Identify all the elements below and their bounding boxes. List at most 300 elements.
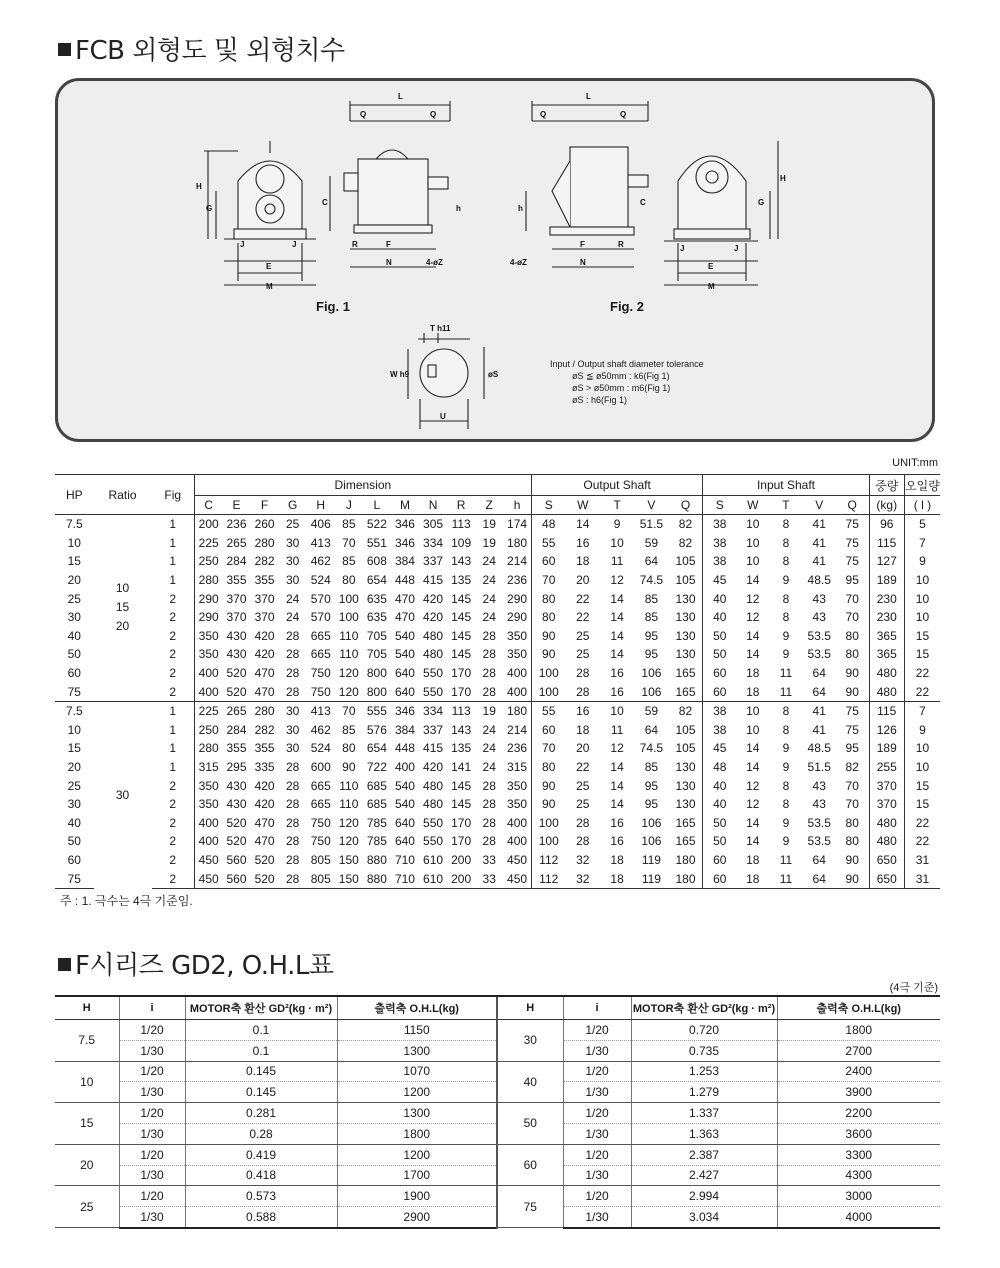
table-cell: 576 [366, 722, 387, 737]
table-cell: 462 [310, 554, 331, 569]
shaft-tolerance-note [550, 358, 704, 406]
table-cell: 38 [703, 721, 736, 740]
table-cell: 18 [576, 554, 590, 569]
input-col-header: S [703, 496, 736, 515]
gd-cell: 1/30 [119, 1207, 185, 1228]
table-cell: 80 [531, 758, 565, 777]
table-cell: 145 [451, 778, 472, 793]
table-cell: 90 [836, 869, 869, 888]
gd-cell: 0.419 [185, 1144, 337, 1165]
table-cell: 170 [451, 834, 472, 849]
dim-col-header: G [279, 496, 307, 515]
gd-header-ohl-left: 출력축 O.H.L(kg) [337, 996, 497, 1020]
table-cell: 16 [610, 815, 624, 830]
table-cell: 40 [703, 608, 736, 627]
table-cell: 370 [226, 610, 247, 625]
tolerance-line-3: øS : h6(Fig 1) [572, 395, 628, 405]
table-cell: 30 [279, 701, 307, 720]
table-cell: 119 [641, 852, 661, 867]
table-cell: 355 [226, 573, 247, 588]
table-cell: 145 [451, 797, 472, 812]
table-cell: 28 [482, 815, 496, 830]
table-cell: 75 [845, 535, 859, 550]
dim-label-g: G [206, 204, 213, 213]
gd-cell: 3900 [777, 1082, 940, 1103]
table-row [55, 739, 940, 758]
dim-label-j2: J [292, 240, 297, 249]
table-cell: 28 [482, 797, 496, 812]
table-cell: 750 [310, 815, 331, 830]
gd-header-i-left: i [119, 996, 185, 1020]
table-cell: 38 [703, 515, 736, 534]
table-cell: 282 [254, 554, 275, 569]
table-cell: 130 [675, 610, 696, 625]
table-cell: 710 [394, 852, 415, 867]
dim-col-header: J [335, 496, 363, 515]
table-row [55, 814, 940, 833]
table-cell: 24 [482, 610, 496, 625]
table-cell: 40 [703, 776, 736, 795]
table-cell: 14 [746, 815, 760, 830]
table-cell: 18 [610, 852, 624, 867]
table-cell: 265 [226, 535, 247, 550]
table-cell: 110 [339, 628, 359, 643]
table-cell: 214 [507, 554, 528, 569]
table-cell: 430 [226, 628, 247, 643]
table-cell: 520 [226, 666, 247, 681]
table-cell: 85 [342, 722, 356, 737]
table-cell: 225 [194, 534, 222, 553]
table-cell: 18 [576, 722, 590, 737]
dim-label-q4: Q [620, 110, 627, 119]
table-cell: 85 [644, 591, 659, 606]
fig1-front-view [204, 141, 316, 285]
table-cell: 8 [782, 778, 790, 793]
table-cell: 70 [531, 571, 565, 590]
gd-cell: 2.994 [631, 1186, 777, 1207]
table-cell: 22 [904, 814, 940, 833]
header-dimension: Dimension [194, 475, 531, 496]
table-cell: 805 [310, 852, 331, 867]
input-col-header: Q [836, 496, 869, 515]
table-cell: 9 [782, 573, 790, 588]
table-cell: 28 [576, 684, 590, 699]
table-cell: 145 [451, 628, 472, 643]
fig-cell: 2 [152, 869, 195, 888]
dim-label-j3: J [680, 244, 685, 253]
fig2-side-view [526, 101, 648, 267]
table-cell: 180 [503, 701, 531, 720]
table-cell: 480 [423, 797, 444, 812]
table-cell: 53.5 [807, 815, 831, 830]
table-cell: 165 [675, 684, 696, 699]
table-row [55, 534, 940, 553]
table-cell: 24 [285, 591, 300, 606]
dimension-table [55, 474, 940, 889]
table-cell: 28 [279, 869, 307, 888]
square-bullet-icon [58, 958, 71, 971]
fig-cell: 2 [169, 628, 177, 643]
table-cell: 145 [451, 591, 472, 606]
table-cell: 470 [254, 684, 275, 699]
table-cell: 40 [703, 589, 736, 608]
table-cell: 31 [904, 869, 940, 888]
header-ratio: Ratio [94, 475, 152, 515]
table-cell: 750 [310, 684, 331, 699]
table-cell: 150 [335, 869, 363, 888]
table-cell: 350 [194, 776, 222, 795]
fig-cell: 1 [169, 554, 177, 569]
dim-label-w: W h9 [390, 370, 410, 379]
gd-cell: 2400 [777, 1061, 940, 1082]
gd-cell: 0.1 [185, 1020, 337, 1041]
table-cell: 105 [675, 554, 696, 569]
table-cell: 8 [782, 535, 790, 550]
gd-cell: 1800 [337, 1123, 497, 1144]
dim-label-e: E [266, 262, 272, 271]
gd-cell: 3.034 [631, 1207, 777, 1228]
table-cell: 710 [391, 869, 419, 888]
table-cell: 16 [610, 834, 624, 849]
gd-h-cell: 50 [497, 1103, 563, 1145]
table-cell: 80 [342, 741, 356, 756]
table-cell: 28 [285, 684, 300, 699]
table-row [55, 682, 940, 701]
table-cell: 9 [782, 815, 790, 830]
dim-col-header: F [251, 496, 279, 515]
table-cell: 70 [531, 739, 565, 758]
table-cell: 109 [451, 535, 472, 550]
oil-unit-header: ( l ) [904, 496, 940, 515]
gd-h-cell: 20 [55, 1144, 119, 1186]
table-cell: 28 [482, 666, 496, 681]
table-cell: 406 [310, 517, 331, 532]
table-cell: 141 [451, 760, 472, 775]
hp-cell: 7.5 [55, 701, 94, 720]
table-row [55, 515, 940, 534]
dim-label-c-2: C [640, 198, 646, 207]
table-cell: 96 [869, 515, 904, 534]
table-cell: 236 [507, 573, 528, 588]
fig-cell: 2 [169, 778, 177, 793]
table-row [55, 1061, 940, 1082]
table-cell: 334 [419, 701, 447, 720]
hp-cell: 15 [67, 554, 81, 569]
table-cell: 48.5 [807, 741, 831, 756]
table-cell: 14 [746, 760, 760, 775]
table-cell: 665 [310, 778, 331, 793]
table-cell: 180 [675, 852, 696, 867]
fig-cell: 1 [169, 722, 177, 737]
table-cell: 370 [869, 795, 904, 814]
table-cell: 420 [254, 647, 275, 662]
table-cell: 59 [634, 701, 668, 720]
table-cell: 305 [423, 517, 444, 532]
gd-cell: 1/20 [563, 1020, 631, 1041]
table-cell: 370 [254, 591, 275, 606]
table-cell: 170 [451, 684, 472, 699]
gd-cell: 0.145 [185, 1061, 337, 1082]
hp-cell: 60 [67, 666, 81, 681]
hp-cell: 30 [67, 797, 81, 812]
gd-cell: 1/20 [119, 1061, 185, 1082]
dim-label-r-2: R [618, 240, 624, 249]
fig-cell: 1 [169, 760, 177, 775]
table-cell: 11 [779, 684, 793, 699]
gd-header-ohl-right: 출력축 O.H.L(kg) [777, 996, 940, 1020]
table-cell: 7 [904, 701, 940, 720]
table-cell: 11 [779, 666, 793, 681]
table-cell: 650 [869, 869, 904, 888]
table-cell: 82 [678, 517, 693, 532]
table-cell: 11 [610, 554, 624, 569]
gd-cell: 1/30 [563, 1082, 631, 1103]
table-cell: 80 [531, 608, 565, 627]
table-cell: 24 [482, 573, 496, 588]
gd-cell: 4000 [777, 1207, 940, 1228]
table-cell: 43 [812, 797, 826, 812]
input-col-header: T [769, 496, 802, 515]
table-cell: 295 [226, 760, 247, 775]
table-cell: 180 [669, 869, 703, 888]
table-row [55, 869, 940, 888]
gd-cell: 0.1 [185, 1040, 337, 1061]
table-cell: 640 [394, 666, 415, 681]
table-cell: 14 [746, 628, 760, 643]
table-cell: 115 [869, 534, 904, 553]
table-cell: 105 [675, 573, 696, 588]
table-cell: 236 [226, 517, 247, 532]
table-cell: 551 [366, 535, 387, 550]
table-row [55, 571, 940, 590]
table-cell: 8 [782, 797, 790, 812]
table-cell: 41 [803, 701, 836, 720]
table-cell: 80 [845, 628, 859, 643]
hp-cell: 75 [67, 684, 81, 699]
table-cell: 520 [254, 852, 275, 867]
tolerance-title: Input / Output shaft diameter tolerance [550, 359, 704, 369]
table-cell: 420 [254, 778, 275, 793]
hp-cell: 50 [67, 834, 81, 849]
table-cell: 350 [507, 797, 528, 812]
dim-col-header: N [419, 496, 447, 515]
table-cell: 290 [507, 610, 528, 625]
table-cell: 430 [226, 797, 247, 812]
gd-unit-note: (4극 기준) [889, 982, 938, 994]
table-cell: 640 [394, 684, 415, 699]
table-cell: 10 [904, 758, 940, 777]
gd-cell: 0.735 [631, 1040, 777, 1061]
table-cell: 16 [576, 535, 590, 550]
table-cell: 174 [507, 517, 528, 532]
table-cell: 685 [366, 797, 387, 812]
gd-cell: 1/30 [119, 1123, 185, 1144]
table-cell: 43 [812, 591, 826, 606]
table-cell: 112 [531, 851, 565, 870]
fig2-front-view [664, 141, 778, 285]
table-cell: 90 [342, 760, 356, 775]
table-cell: 250 [194, 721, 222, 740]
gd-cell: 1300 [337, 1103, 497, 1124]
table-cell: 85 [644, 610, 659, 625]
table-cell: 19 [482, 535, 496, 550]
table-cell: 480 [423, 778, 444, 793]
table-cell: 14 [610, 760, 624, 775]
table-cell: 20 [576, 573, 590, 588]
table-cell: 90 [531, 627, 565, 646]
table-cell: 12 [746, 610, 760, 625]
gd-cell: 1800 [777, 1020, 940, 1041]
table-cell: 100 [531, 832, 565, 851]
table-cell: 654 [366, 573, 387, 588]
dim-label-s: øS [488, 370, 499, 379]
table-cell: 100 [338, 591, 359, 606]
table-cell: 14 [746, 573, 760, 588]
table-cell: 560 [226, 852, 247, 867]
table-cell: 48 [531, 515, 565, 534]
table-cell: 280 [194, 739, 222, 758]
unit-label: UNIT:mm [892, 457, 938, 469]
table-cell: 14 [610, 591, 624, 606]
table-cell: 450 [194, 869, 222, 888]
table-cell: 110 [339, 647, 359, 662]
table-cell: 230 [869, 589, 904, 608]
table-cell: 470 [254, 834, 275, 849]
table-cell: 28 [482, 778, 496, 793]
square-bullet-icon [58, 43, 71, 56]
table-cell: 20 [576, 741, 590, 756]
tolerance-line-2: øS > ø50mm : m6(Fig 1) [572, 383, 671, 393]
table-row [55, 1103, 940, 1124]
table-cell: 53.5 [807, 628, 831, 643]
dim-label-m: M [266, 282, 273, 291]
dim-label-q3: Q [540, 110, 547, 119]
table-cell: 520 [226, 684, 247, 699]
table-cell: 560 [222, 869, 250, 888]
table-cell: 635 [366, 610, 387, 625]
gd-cell: 3300 [777, 1144, 940, 1165]
gd-cell: 1070 [337, 1061, 497, 1082]
table-cell: 880 [363, 869, 391, 888]
table-cell: 28 [285, 778, 300, 793]
table-cell: 450 [194, 851, 222, 870]
table-cell: 9 [782, 760, 790, 775]
table-cell: 64 [644, 722, 659, 737]
table-cell: 120 [338, 834, 359, 849]
table-cell: 22 [904, 832, 940, 851]
table-cell: 127 [869, 552, 904, 571]
table-cell: 334 [423, 535, 444, 550]
gd2-ohl-table [55, 995, 940, 1229]
dim-col-header: H [307, 496, 335, 515]
table-cell: 350 [194, 645, 222, 664]
fig-cell: 2 [169, 797, 177, 812]
table-cell: 150 [338, 852, 359, 867]
table-cell: 19 [475, 701, 503, 720]
section-title-text: FCB 외형도 및 외형치수 [75, 36, 345, 66]
table-cell: 282 [254, 722, 275, 737]
table-cell: 14 [610, 610, 624, 625]
gd-cell: 1.253 [631, 1061, 777, 1082]
dim-col-header: h [503, 496, 531, 515]
table-cell: 135 [451, 741, 472, 756]
table-cell: 74.5 [639, 573, 664, 588]
table-cell: 225 [194, 701, 222, 720]
output-col-header: V [634, 496, 668, 515]
table-cell: 9 [782, 647, 790, 662]
table-cell: 180 [507, 535, 528, 550]
dim-label-h-small: h [456, 204, 461, 213]
table-cell: 520 [226, 815, 247, 830]
table-cell: 14 [610, 628, 624, 643]
table-cell: 30 [285, 573, 300, 588]
table-cell: 60 [531, 552, 565, 571]
table-cell: 280 [194, 571, 222, 590]
table-cell: 64 [803, 869, 836, 888]
table-cell: 120 [338, 815, 359, 830]
table-cell: 9 [782, 741, 790, 756]
fig1-label: Fig. 1 [316, 299, 350, 314]
table-cell: 10 [746, 554, 760, 569]
table-cell: 135 [451, 573, 472, 588]
table-cell: 280 [251, 701, 279, 720]
table-cell: 400 [507, 815, 528, 830]
table-cell: 11 [769, 869, 802, 888]
table-cell: 130 [675, 628, 696, 643]
table-cell: 100 [338, 610, 359, 625]
table-cell: 60 [703, 851, 736, 870]
gd-h-cell: 75 [497, 1186, 563, 1228]
gd-h-cell: 60 [497, 1144, 563, 1186]
dim-label-z: 4-øZ [426, 258, 443, 267]
gd-cell: 1/30 [563, 1123, 631, 1144]
gd-cell: 2.387 [631, 1144, 777, 1165]
table-cell: 75 [845, 554, 859, 569]
table-cell: 130 [675, 760, 696, 775]
table-cell: 38 [703, 552, 736, 571]
table-row [55, 1020, 940, 1041]
dim-label-f-2: F [580, 240, 585, 249]
table-cell: 120 [338, 684, 359, 699]
dim-col-header: M [391, 496, 419, 515]
gd-cell: 1/20 [119, 1186, 185, 1207]
table-cell: 522 [366, 517, 387, 532]
table-cell: 524 [310, 573, 331, 588]
table-cell: 45 [703, 571, 736, 590]
table-cell: 8 [782, 610, 790, 625]
table-cell: 115 [869, 701, 904, 720]
table-cell: 470 [254, 666, 275, 681]
table-cell: 189 [869, 739, 904, 758]
gd-cell: 2200 [777, 1103, 940, 1124]
table-cell: 143 [451, 722, 472, 737]
table-cell: 55 [531, 701, 565, 720]
table-cell: 608 [366, 554, 387, 569]
table-cell: 28 [285, 834, 300, 849]
table-cell: 520 [251, 869, 279, 888]
gd-cell: 1300 [337, 1040, 497, 1061]
table-cell: 22 [904, 664, 940, 683]
dim-label-z-2: 4-øZ [510, 258, 527, 267]
header-output-shaft: Output Shaft [531, 475, 703, 496]
table-cell: 550 [423, 684, 444, 699]
table-cell: 24 [285, 610, 300, 625]
table-cell: 170 [451, 815, 472, 830]
table-cell: 355 [254, 741, 275, 756]
table-cell: 610 [423, 852, 444, 867]
table-cell: 22 [576, 591, 590, 606]
table-cell: 420 [254, 628, 275, 643]
